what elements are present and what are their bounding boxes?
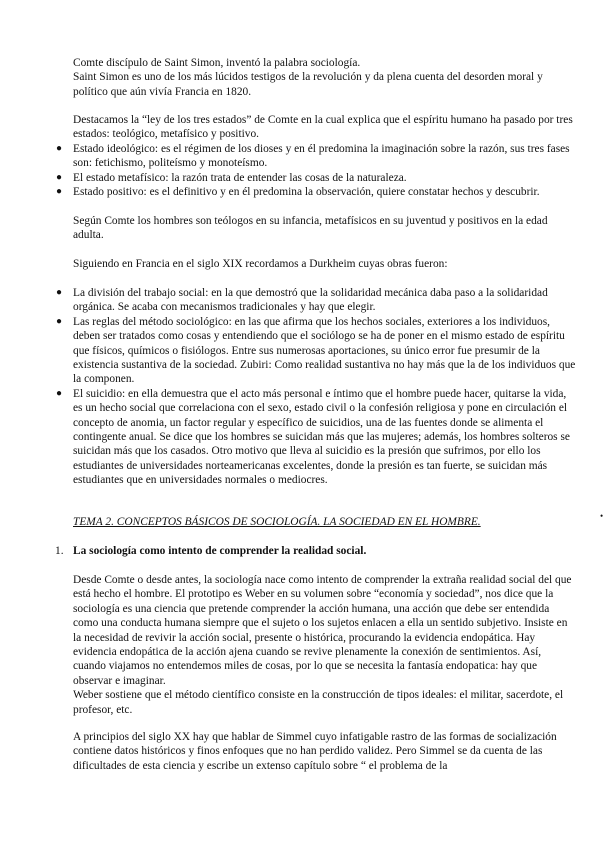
section-heading — [55, 544, 575, 558]
weber-paragraph — [73, 573, 576, 717]
simmel-paragraph: A principios del siglo XX hay que hablar de Simmel cuyo infatigable rastro de las formas de socialización contiene datos históricos y finos enfoques que no han perdido validez. Pero Simmel se da cuenta de las dificultades de esta ciencia y escribe un extenso capítulo sobre “ el problema de la — [73, 731, 557, 772]
list-item: ● El estado metafísico: la razón trata de entender las cosas de la naturaleza. — [56, 171, 407, 184]
durkheim-bullet-list — [56, 286, 576, 488]
estados-bullet-list — [56, 142, 576, 200]
section-title: La sociología como intento de comprender la realidad social. — [73, 545, 367, 557]
stray-mark: • — [600, 511, 604, 521]
intro-paragraph — [73, 56, 576, 99]
bullet-icon: ● — [56, 387, 63, 399]
weber-tipos-ideales-text: Weber sostiene que el método científico consiste en la construcción de tipos ideales: el militar, sacerdote, el profesor, etc. — [73, 689, 564, 716]
bullet-icon: ● — [56, 171, 63, 183]
list-item: ● La división del trabajo social: en la que demostró que la solidaridad mecánica daba paso a la solidaridad orgánica. Se acaba con mecanismos tradicionales y hay que elegir. — [56, 287, 548, 314]
list-item: ● Las reglas del método sociológico: en las que afirma que los hechos sociales, exteriores a los individuos, deben ser tratados como cosas y entendiendo que el sociólogo se ha de poner en el mismo estado de espíritu que físicos, químicos o fisiólogos. Entre sus numerosas aportaciones, su único error fue presumir de la existencia sustantiva de la sociedad. Zubiri: Como realidad sustantiva no hay más que la de los individuos que la componen. — [56, 315, 576, 386]
bullet-icon: ● — [56, 143, 63, 154]
intro-line-comte: Comte discípulo de Saint Simon, inventó la palabra sociología. — [73, 57, 361, 69]
ley-tres-estados-paragraph: Destacamos la “ley de los tres estados” de Comte en la cual explica que el espíritu humano ha pasado por tres estados: teológico, metafísico y positivo. — [73, 114, 573, 141]
list-item: ● El suicidio: en ella demuestra que el acto más personal e íntimo que el hombre puede hacer, quitarse la vida, es un hecho social que correlaciona con el sexo, estado civil o la confesión religiosa y pone en circulación el concepto de anomia, un factor regular y específico de suicidios, una de las fuentes donde se alimenta el contingente anual. Se dice que los hombres se suicidan más que las mujeres; además, los hombres solteros se suicidan más que los casados. Otro motivo que lleva al suicidio es la presión que sufrimos, por ello los estudiantes de universidades norteamericanas excelentes, donde la presión es tan fuerte, se suicidan más estudiantes que en universidades normales o mediocres. — [56, 387, 570, 487]
bullet-icon: ● — [56, 315, 63, 327]
section-number: 1. — [55, 545, 64, 557]
bullet-icon: ● — [56, 287, 63, 298]
intro-line-saint-simon: Saint Simon es uno de los más lúcidos testigos de la revolución y da plena cuenta del desorden moral y político que aún vivía Francia en 1820. — [73, 71, 543, 98]
list-item: ● Estado ideológico: es el régimen de los dioses y en él predomina la imaginación sobre la razón, sus tres fases son: fetichismo, politeísmo y monoteísmo. — [56, 143, 570, 170]
comte-edades-paragraph: Según Comte los hombres son teólogos en su infancia, metafísicos en su juventud y positivos en la edad adulta. — [73, 215, 548, 242]
bullet-icon: ● — [56, 186, 63, 198]
durkheim-intro-paragraph: Siguiendo en Francia en el siglo XIX recordamos a Durkheim cuyas obras fueron: — [73, 258, 448, 270]
weber-text: Desde Comte o desde antes, la sociología nace como intento de comprender la extraña realidad social del que está hecho el hombre. El prototipo es Weber en su volumen sobre “economía y sociedad”, nos dice que la sociología es una ciencia que pretende comprender la acción humana, una acción que debe ser entendida como una conducta humana siempre que el sujeto o los sujetos enlacen a ella un sentido subjetivo. Insiste en la necesidad de revivir la acción social, presente o histórica, procurando la evidencia endopática. Hay evidencia endopática de la acción ajena cuando se revive plenamente la conexión de sentimientos. Así, cuando viajamos no entendemos miles de cosas, por lo que se necesita la fantasía endopatica: hay que observar e imaginar. — [73, 574, 572, 687]
list-item: ● Estado positivo: es el definitivo y en él predomina la observación, quiere constatar hechos y descubrir. — [56, 186, 540, 199]
tema-title: TEMA 2. CONCEPTOS BÁSICOS DE SOCIOLOGÍA. LA SOCIEDAD EN EL HOMBRE. — [73, 516, 481, 528]
